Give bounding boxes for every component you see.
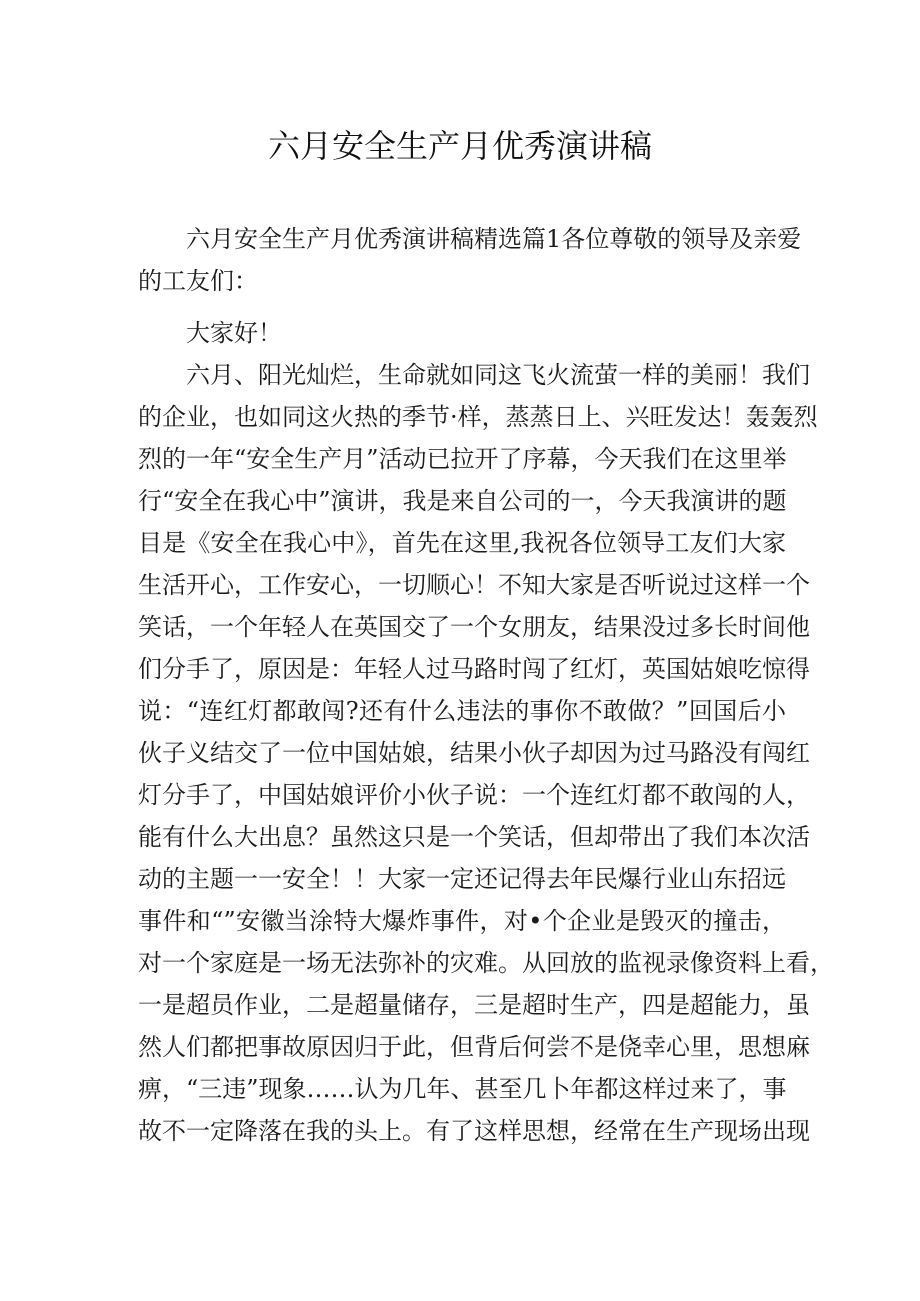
paragraph-line: 灯分手了，中国姑娘评价小伙子说：一个连红灯都不敢闯的人， — [138, 781, 810, 809]
paragraph-line: 说：“连红灯都敢闯?还有什么违法的事你不敢做？”回国后小 — [138, 697, 786, 725]
paragraph-line: 动的主题一一安全！！大家一定还记得去年民爆行业山东招远 — [138, 865, 786, 893]
paragraph-line: 生活开心，工作安心，一切顺心！不知大家是否听说过这样一个 — [138, 571, 810, 599]
paragraph-line: 伙子义结交了一位中国姑娘，结果小伙子却因为过马路没有闯红 — [138, 739, 810, 767]
paragraph-line: 大家好！ — [186, 319, 282, 347]
paragraph-line: 能有什么大出息？虽然这只是一个笑话，但却带出了我们本次活 — [138, 823, 810, 851]
paragraph-line: 故不一定降落在我的头上。有了这样思想，经常在生产现场出现 — [138, 1117, 810, 1145]
paragraph-line: 的企业，也如同这火热的季节·样，蒸蒸日上、兴旺发达！轰轰烈 — [138, 403, 818, 431]
document-body — [138, 218, 834, 1152]
document-title: 六月安全生产月优秀演讲稿 — [267, 127, 652, 165]
paragraph-line: 笑话，一个年轻人在英国交了一个女朋友，结果没过多长时间他 — [138, 613, 810, 641]
paragraph-line: 六月、阳光灿烂，生命就如同这飞火流萤一样的美丽！我们 — [186, 361, 810, 389]
paragraph-line: 然人们都把事故原因归于此，但背后何尝不是侥幸心里，思想麻 — [138, 1033, 810, 1061]
paragraph-line: 对一个家庭是一场无法弥补的灾难。从回放的监视录像资料上看， — [138, 949, 834, 977]
paragraph-line: 行“安全在我心中”演讲，我是来自公司的一，今天我演讲的题 — [138, 487, 787, 515]
paragraph-line: 的工友们： — [138, 267, 258, 295]
paragraph-line: 痹，“三违”现象……认为几年、甚至几卜年都这样过来了，事 — [138, 1075, 787, 1103]
paragraph-line: 目是《安全在我心中》，首先在这里,我祝各位领导工友们大家 — [138, 529, 786, 557]
paragraph-line: 烈的一年“安全生产月”活动已拉开了序幕，今天我们在这里举 — [138, 445, 787, 473]
paragraph-line: 六月安全生产月优秀演讲稿精选篇1各位尊敬的领导及亲爱 — [186, 225, 802, 253]
paragraph-line: 事件和“”安徽当涂特大爆炸事件，对•个企业是毁灭的撞击， — [138, 907, 786, 935]
paragraph-line: 们分手了，原因是：年轻人过马路时闯了红灯，英国姑娘吃惊得 — [138, 655, 810, 683]
paragraph-line: 一是超员作业，二是超量储存，三是超时生产，四是超能力，虽 — [138, 991, 810, 1019]
